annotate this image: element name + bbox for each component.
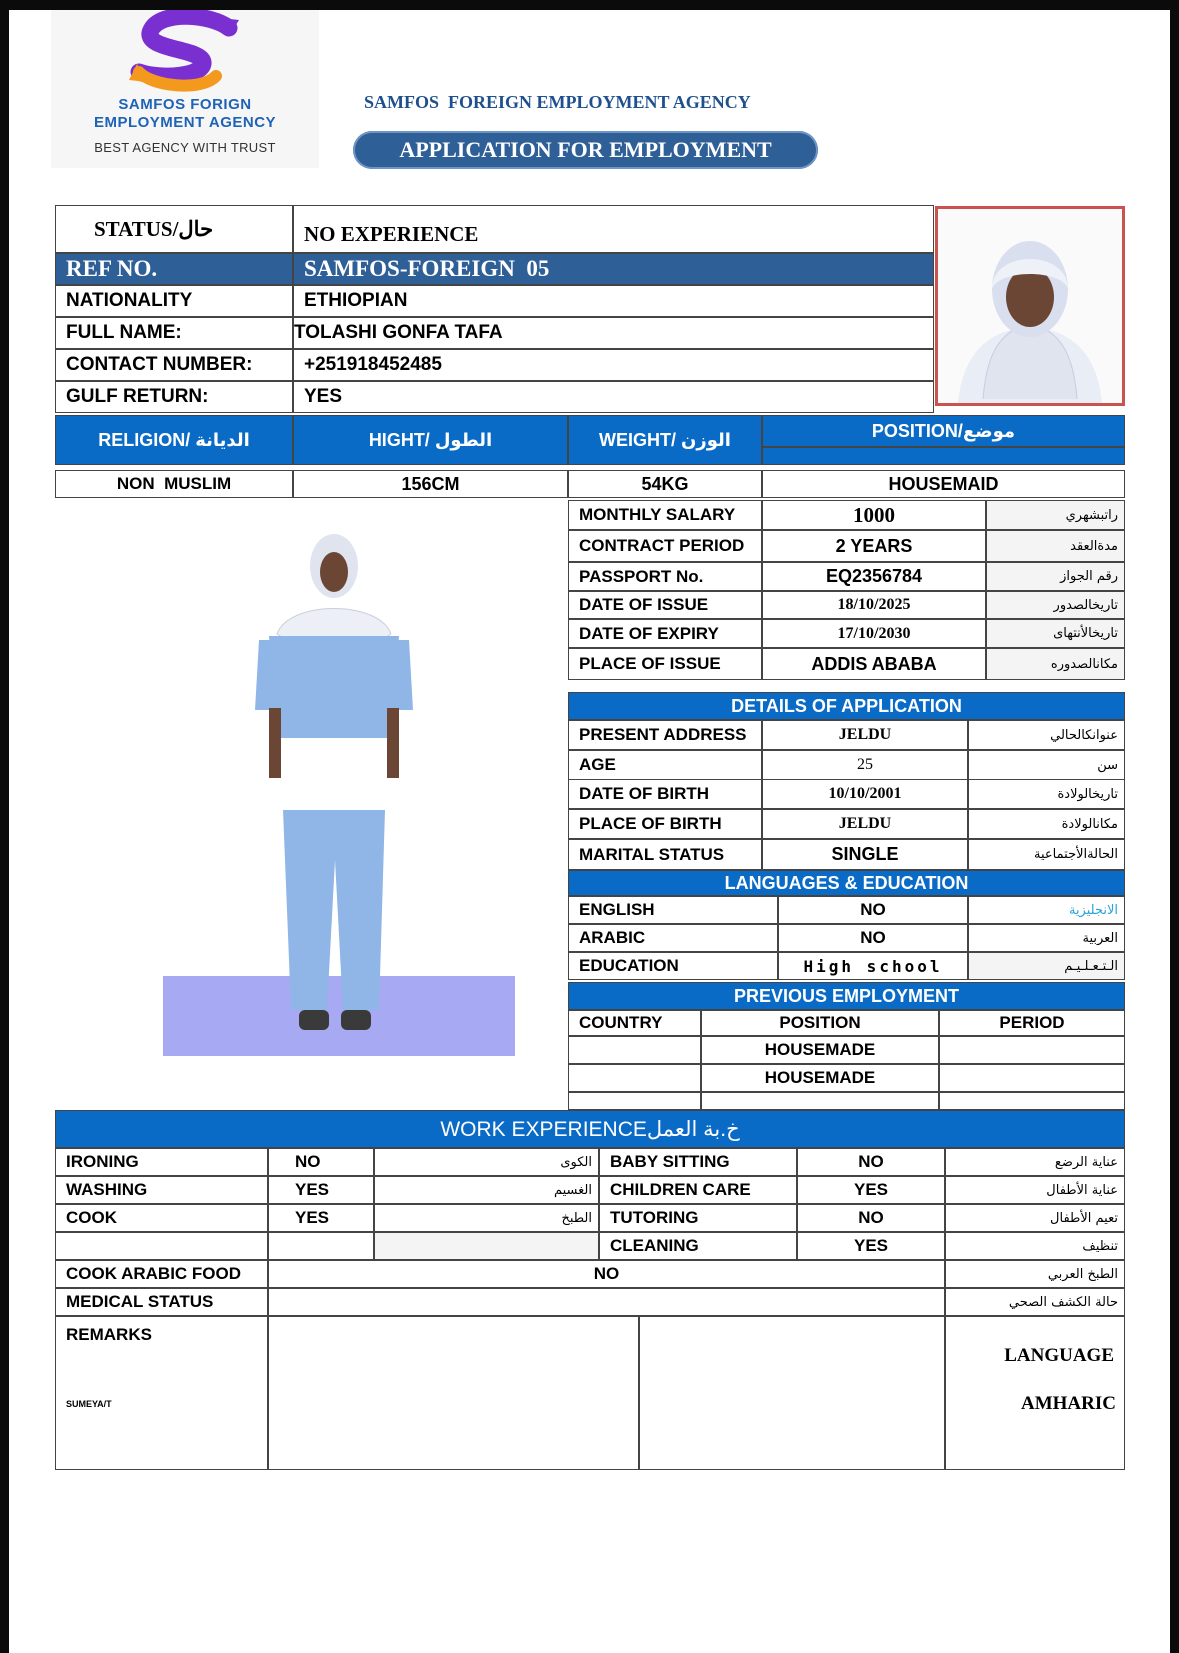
contact-label: CONTACT NUMBER: [55,349,293,381]
language-ar: الانجليزية [968,896,1125,924]
applicant-headshot-photo [935,206,1125,406]
contract-ar: تاريخالأنتهاى [986,619,1125,648]
work-left-value [268,1232,374,1260]
nationality-label: NATIONALITY [55,285,293,317]
details-ar: الحالةالأجتماعية [968,839,1125,870]
prev-position: HOUSEMADE [701,1064,939,1092]
previous-heading: PREVIOUS EMPLOYMENT [568,982,1125,1010]
contract-ar: راتبشهري [986,500,1125,530]
prev-period [939,1036,1125,1064]
remarks-signature: SUMEYA/T [66,1399,112,1409]
details-value: 10/10/2001 [762,779,968,809]
position-header-sub [762,447,1125,465]
work-left-value: YES [268,1176,374,1204]
status-value: NO EXPERIENCE [293,205,934,253]
contract-value: ADDIS ABABA [762,648,986,680]
work-right-value: YES [797,1176,945,1204]
medical-label: MEDICAL STATUS [55,1288,268,1316]
work-right-label: BABY SITTING [599,1148,797,1176]
position-header: POSITION/موضع [762,415,1125,447]
contract-label: PLACE OF ISSUE [568,648,762,680]
contract-ar: تاريخالصدور [986,591,1125,619]
contract-label: CONTRACT PERIOD [568,530,762,562]
fullname-label: FULL NAME: [55,317,293,349]
contract-value: 17/10/2030 [762,619,986,648]
work-left-ar: الطبخ [374,1204,599,1232]
work-heading: WORK EXPERIENCEخ.بة العمل [55,1110,1125,1148]
logo-s-mark [51,10,319,100]
language-ar: العربية [968,924,1125,952]
remarks-box-2 [639,1316,945,1470]
language-value: High school [778,952,968,980]
work-right-label: TUTORING [599,1204,797,1232]
work-left-label: COOK [55,1204,268,1232]
prev-col-country: COUNTRY [568,1010,701,1036]
work-right-label: CLEANING [599,1232,797,1260]
details-value: SINGLE [762,839,968,870]
gulf-return-value: YES [293,381,934,413]
headshot-illustration [938,209,1122,403]
prev-country [568,1064,701,1092]
work-left-ar: الغسيم [374,1176,599,1204]
prev-period [939,1092,1125,1110]
work-left-value: YES [268,1204,374,1232]
language-cell [945,1316,1125,1470]
language-label: ENGLISH [568,896,778,924]
work-left-ar: الكوى [374,1148,599,1176]
form-title: APPLICATION FOR EMPLOYMENT [353,131,818,169]
contract-value: 1000 [762,500,986,530]
work-right-ar: تنظيف [945,1232,1125,1260]
contract-ar: مكانالصدوره [986,648,1125,680]
prev-position: HOUSEMADE [701,1036,939,1064]
weight-value: 54KG [568,470,762,498]
contract-ar: رقم الجواز [986,562,1125,591]
language-ar: الـتـعـلـيـم [968,952,1125,980]
contract-value: 18/10/2025 [762,591,986,619]
arabic-food-ar: الطبخ العربي [945,1260,1125,1288]
ref-value: SAMFOS-FOREIGN 05 [293,253,934,285]
contact-value: +251918452485 [293,349,934,381]
position-value: HOUSEMAID [762,470,1125,498]
gulf-return-label: GULF RETURN: [55,381,293,413]
logo-line-1: SAMFOS FORIGN [118,96,252,113]
details-value: JELDU [762,809,968,839]
full-body-illustration [159,530,519,1060]
details-heading: DETAILS OF APPLICATION [568,692,1125,720]
ref-label: REF NO. [55,253,293,285]
remarks-box-1 [268,1316,639,1470]
language-value: NO [778,924,968,952]
details-label: PLACE OF BIRTH [568,809,762,839]
logo-tagline: BEST AGENCY WITH TRUST [94,140,276,155]
work-right-label: CHILDREN CARE [599,1176,797,1204]
remarks-cell [55,1316,268,1470]
contract-label: MONTHLY SALARY [568,500,762,530]
work-left-label: IRONING [55,1148,268,1176]
contract-label: DATE OF ISSUE [568,591,762,619]
details-value: 25 [762,750,968,780]
details-label: MARITAL STATUS [568,839,762,870]
language-label: ARABIC [568,924,778,952]
contract-value: 2 YEARS [762,530,986,562]
religion-header: RELIGION/ الديانة [55,415,293,465]
arabic-food-value: NO [268,1260,945,1288]
work-left-ar [374,1232,599,1260]
language-value: AMHARIC [1021,1393,1116,1414]
contract-value: EQ2356784 [762,562,986,591]
remarks-label: REMARKS [66,1325,152,1344]
work-left-label: WASHING [55,1176,268,1204]
details-ar: تاريخالولادة [968,779,1125,809]
nationality-value: ETHIOPIAN [293,285,934,317]
religion-value: NON MUSLIM [55,470,293,498]
logo-line-2: EMPLOYMENT AGENCY [93,114,277,131]
fullname-value: TOLASHI GONFA TAFA [293,317,934,349]
contract-ar: مدةالعقد [986,530,1125,562]
prev-col-period: PERIOD [939,1010,1125,1036]
details-label: AGE [568,750,762,780]
height-value: 156CM [293,470,568,498]
details-ar: سن [968,750,1125,780]
contract-label: PASSPORT No. [568,562,762,591]
language-label: LANGUAGE [1004,1345,1114,1366]
weight-header: WEIGHT/ الوزن [568,415,762,465]
applicant-full-body-photo [159,530,519,1060]
arabic-food-label: COOK ARABIC FOOD [55,1260,268,1288]
work-right-value: NO [797,1148,945,1176]
work-right-ar: تعيم الأطفال [945,1204,1125,1232]
details-ar: عنوانكالحالي [968,720,1125,750]
height-header: HIGHT/ الطول [293,415,568,465]
medical-ar: حالة الكشف الصحي [945,1288,1125,1316]
details-value: JELDU [762,720,968,750]
prev-position [701,1092,939,1110]
contract-label: DATE OF EXPIRY [568,619,762,648]
prev-country [568,1036,701,1064]
prev-country [568,1092,701,1110]
details-label: DATE OF BIRTH [568,779,762,809]
medical-value [268,1288,945,1316]
language-value: NO [778,896,968,924]
work-left-label [55,1232,268,1260]
prev-col-position: POSITION [701,1010,939,1036]
work-right-value: NO [797,1204,945,1232]
languages-heading: LANGUAGES & EDUCATION [568,870,1125,896]
details-label: PRESENT ADDRESS [568,720,762,750]
prev-period [939,1064,1125,1092]
work-right-ar: عناية الأطفال [945,1176,1125,1204]
work-right-value: YES [797,1232,945,1260]
work-right-ar: عناية الرضع [945,1148,1125,1176]
details-ar: مكانالولادة [968,809,1125,839]
work-left-value: NO [268,1148,374,1176]
agency-header-name: SAMFOS FOREIGN EMPLOYMENT AGENCY [364,92,751,112]
status-label: STATUS/حال [55,205,293,253]
language-label: EDUCATION [568,952,778,980]
agency-logo [51,10,319,168]
application-form-page [9,10,1170,1653]
